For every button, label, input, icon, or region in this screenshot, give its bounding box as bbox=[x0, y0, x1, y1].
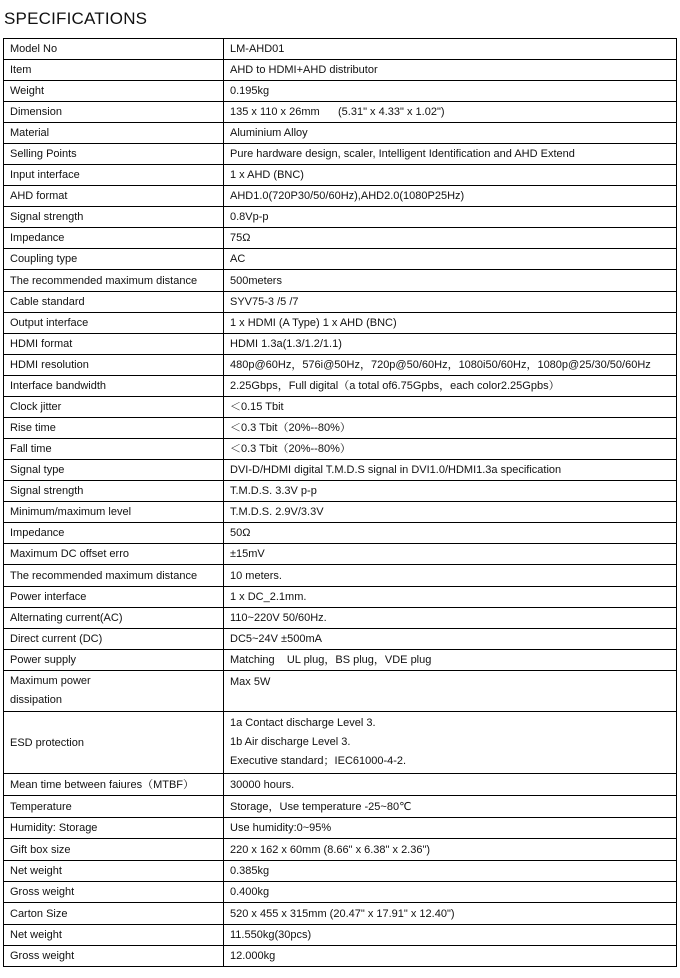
spec-value: 520 x 455 x 315mm (20.47" x 17.91" x 12.40") bbox=[224, 903, 677, 925]
spec-value: 0.400kg bbox=[224, 882, 677, 903]
spec-label: Rise time bbox=[4, 418, 224, 439]
spec-row bbox=[4, 292, 677, 313]
specifications-table bbox=[3, 38, 677, 967]
spec-value: Use humidity:0~95% bbox=[224, 818, 677, 839]
spec-row bbox=[4, 523, 677, 544]
spec-value: 50Ω bbox=[224, 523, 677, 544]
spec-label: Gift box size bbox=[4, 839, 224, 861]
spec-label: Maximum DC offset erro bbox=[4, 544, 224, 565]
spec-label: Impedance bbox=[4, 228, 224, 249]
spec-value: Max 5W bbox=[224, 671, 677, 712]
spec-row bbox=[4, 334, 677, 355]
spec-label: The recommended maximum distance bbox=[4, 565, 224, 587]
spec-row bbox=[4, 207, 677, 228]
spec-value: 1 x DC_2.1mm. bbox=[224, 587, 677, 608]
spec-row bbox=[4, 544, 677, 565]
spec-label: ESD protection bbox=[4, 712, 224, 774]
spec-label: Signal strength bbox=[4, 481, 224, 502]
spec-label: HDMI resolution bbox=[4, 355, 224, 376]
spec-value-line: 1a Contact discharge Level 3. bbox=[230, 717, 376, 729]
spec-label: Coupling type bbox=[4, 249, 224, 270]
spec-value: AHD to HDMI+AHD distributor bbox=[224, 60, 677, 81]
spec-row bbox=[4, 946, 677, 967]
spec-value: 0.385kg bbox=[224, 861, 677, 882]
spec-value: 110~220V 50/60Hz. bbox=[224, 608, 677, 629]
page-title: SPECIFICATIONS bbox=[4, 9, 148, 28]
spec-row bbox=[4, 796, 677, 818]
spec-label: Impedance bbox=[4, 523, 224, 544]
spec-row-max-power bbox=[4, 671, 677, 712]
spec-row bbox=[4, 587, 677, 608]
spec-label: AHD format bbox=[4, 186, 224, 207]
spec-value: 30000 hours. bbox=[224, 774, 677, 796]
spec-label: Signal strength bbox=[4, 207, 224, 228]
spec-label: Fall time bbox=[4, 439, 224, 460]
spec-value: HDMI 1.3a(1.3/1.2/1.1) bbox=[224, 334, 677, 355]
spec-row bbox=[4, 249, 677, 270]
spec-value: 0.195kg bbox=[224, 81, 677, 102]
spec-value bbox=[224, 712, 677, 774]
spec-label: Cable standard bbox=[4, 292, 224, 313]
spec-value: 75Ω bbox=[224, 228, 677, 249]
spec-label: Net weight bbox=[4, 925, 224, 946]
spec-value: 480p@60Hz，576i@50Hz，720p@50/60Hz，1080i50/60Hz，1080p@25/30/50/60Hz bbox=[224, 355, 677, 376]
spec-row bbox=[4, 102, 677, 123]
spec-row bbox=[4, 376, 677, 397]
spec-value: 1 x AHD (BNC) bbox=[224, 165, 677, 186]
spec-value: Storage，Use temperature -25~80℃ bbox=[224, 796, 677, 818]
spec-label: Output interface bbox=[4, 313, 224, 334]
spec-value: ＜0.3 Tbit（20%--80%） bbox=[224, 418, 677, 439]
spec-value-line: Executive standard；IEC61000-4-2. bbox=[230, 755, 407, 767]
spec-row bbox=[4, 186, 677, 207]
spec-label: HDMI format bbox=[4, 334, 224, 355]
spec-row bbox=[4, 774, 677, 796]
spec-label-line: Maximum power bbox=[10, 675, 91, 687]
spec-value-line: 1b Air discharge Level 3. bbox=[230, 736, 351, 748]
spec-value: 2.25Gbps，Full digital（a total of6.75Gpbs，each color2.25Gpbs） bbox=[224, 376, 677, 397]
spec-label: Interface bandwidth bbox=[4, 376, 224, 397]
spec-label: Power interface bbox=[4, 587, 224, 608]
spec-value: Aluminium Alloy bbox=[224, 123, 677, 144]
spec-label: Selling Points bbox=[4, 144, 224, 165]
spec-value: ＜0.15 Tbit bbox=[224, 397, 677, 418]
spec-label: Weight bbox=[4, 81, 224, 102]
spec-value: ＜0.3 Tbit（20%--80%） bbox=[224, 439, 677, 460]
spec-row bbox=[4, 502, 677, 523]
spec-label: Gross weight bbox=[4, 882, 224, 903]
spec-row bbox=[4, 355, 677, 376]
spec-label: Dimension bbox=[4, 102, 224, 123]
spec-value: 500meters bbox=[224, 270, 677, 292]
spec-value: DVI-D/HDMI digital T.M.D.S signal in DVI1.0/HDMI1.3a specification bbox=[224, 460, 677, 481]
spec-row bbox=[4, 60, 677, 81]
spec-value: AC bbox=[224, 249, 677, 270]
spec-row bbox=[4, 123, 677, 144]
spec-label: Net weight bbox=[4, 861, 224, 882]
spec-label: Alternating current(AC) bbox=[4, 608, 224, 629]
spec-label: Mean time between faiures（MTBF） bbox=[4, 774, 224, 796]
spec-row bbox=[4, 39, 677, 60]
spec-row bbox=[4, 81, 677, 102]
spec-label: Power supply bbox=[4, 650, 224, 671]
spec-label-line: dissipation bbox=[10, 694, 62, 706]
spec-row bbox=[4, 882, 677, 903]
spec-row bbox=[4, 228, 677, 249]
spec-row bbox=[4, 418, 677, 439]
spec-label: Direct current (DC) bbox=[4, 629, 224, 650]
spec-value: 1 x HDMI (A Type) 1 x AHD (BNC) bbox=[224, 313, 677, 334]
spec-row bbox=[4, 439, 677, 460]
spec-value: AHD1.0(720P30/50/60Hz),AHD2.0(1080P25Hz) bbox=[224, 186, 677, 207]
spec-value: ±15mV bbox=[224, 544, 677, 565]
spec-label: Clock jitter bbox=[4, 397, 224, 418]
spec-label: Gross weight bbox=[4, 946, 224, 967]
spec-row-esd bbox=[4, 712, 677, 774]
spec-row bbox=[4, 650, 677, 671]
spec-value: DC5~24V ±500mA bbox=[224, 629, 677, 650]
spec-value: 12.000kg bbox=[224, 946, 677, 967]
spec-row bbox=[4, 861, 677, 882]
spec-value: 0.8Vp-p bbox=[224, 207, 677, 228]
spec-row bbox=[4, 270, 677, 292]
spec-label: Input interface bbox=[4, 165, 224, 186]
spec-label bbox=[4, 671, 224, 712]
spec-value: 10 meters. bbox=[224, 565, 677, 587]
spec-label: Humidity: Storage bbox=[4, 818, 224, 839]
spec-row bbox=[4, 839, 677, 861]
spec-value: T.M.D.S. 2.9V/3.3V bbox=[224, 502, 677, 523]
spec-row bbox=[4, 144, 677, 165]
spec-label: Material bbox=[4, 123, 224, 144]
spec-row bbox=[4, 629, 677, 650]
spec-row bbox=[4, 608, 677, 629]
spec-row bbox=[4, 460, 677, 481]
spec-row bbox=[4, 397, 677, 418]
spec-value: T.M.D.S. 3.3V p-p bbox=[224, 481, 677, 502]
spec-label: Carton Size bbox=[4, 903, 224, 925]
spec-value: LM-AHD01 bbox=[224, 39, 677, 60]
spec-row bbox=[4, 903, 677, 925]
spec-label: Item bbox=[4, 60, 224, 81]
spec-label: Signal type bbox=[4, 460, 224, 481]
spec-row bbox=[4, 925, 677, 946]
spec-row bbox=[4, 313, 677, 334]
spec-label: Model No bbox=[4, 39, 224, 60]
spec-label: Minimum/maximum level bbox=[4, 502, 224, 523]
spec-row bbox=[4, 565, 677, 587]
spec-row bbox=[4, 818, 677, 839]
spec-value: Matching UL plug，BS plug，VDE plug bbox=[224, 650, 677, 671]
spec-value: 220 x 162 x 60mm (8.66" x 6.38" x 2.36") bbox=[224, 839, 677, 861]
spec-value: 135 x 110 x 26mm (5.31" x 4.33" x 1.02") bbox=[224, 102, 677, 123]
spec-label: Temperature bbox=[4, 796, 224, 818]
spec-row bbox=[4, 165, 677, 186]
spec-value: SYV75-3 /5 /7 bbox=[224, 292, 677, 313]
spec-label: The recommended maximum distance bbox=[4, 270, 224, 292]
spec-value: 11.550kg(30pcs) bbox=[224, 925, 677, 946]
spec-value: Pure hardware design, scaler, Intelligent Identification and AHD Extend bbox=[224, 144, 677, 165]
spec-row bbox=[4, 481, 677, 502]
